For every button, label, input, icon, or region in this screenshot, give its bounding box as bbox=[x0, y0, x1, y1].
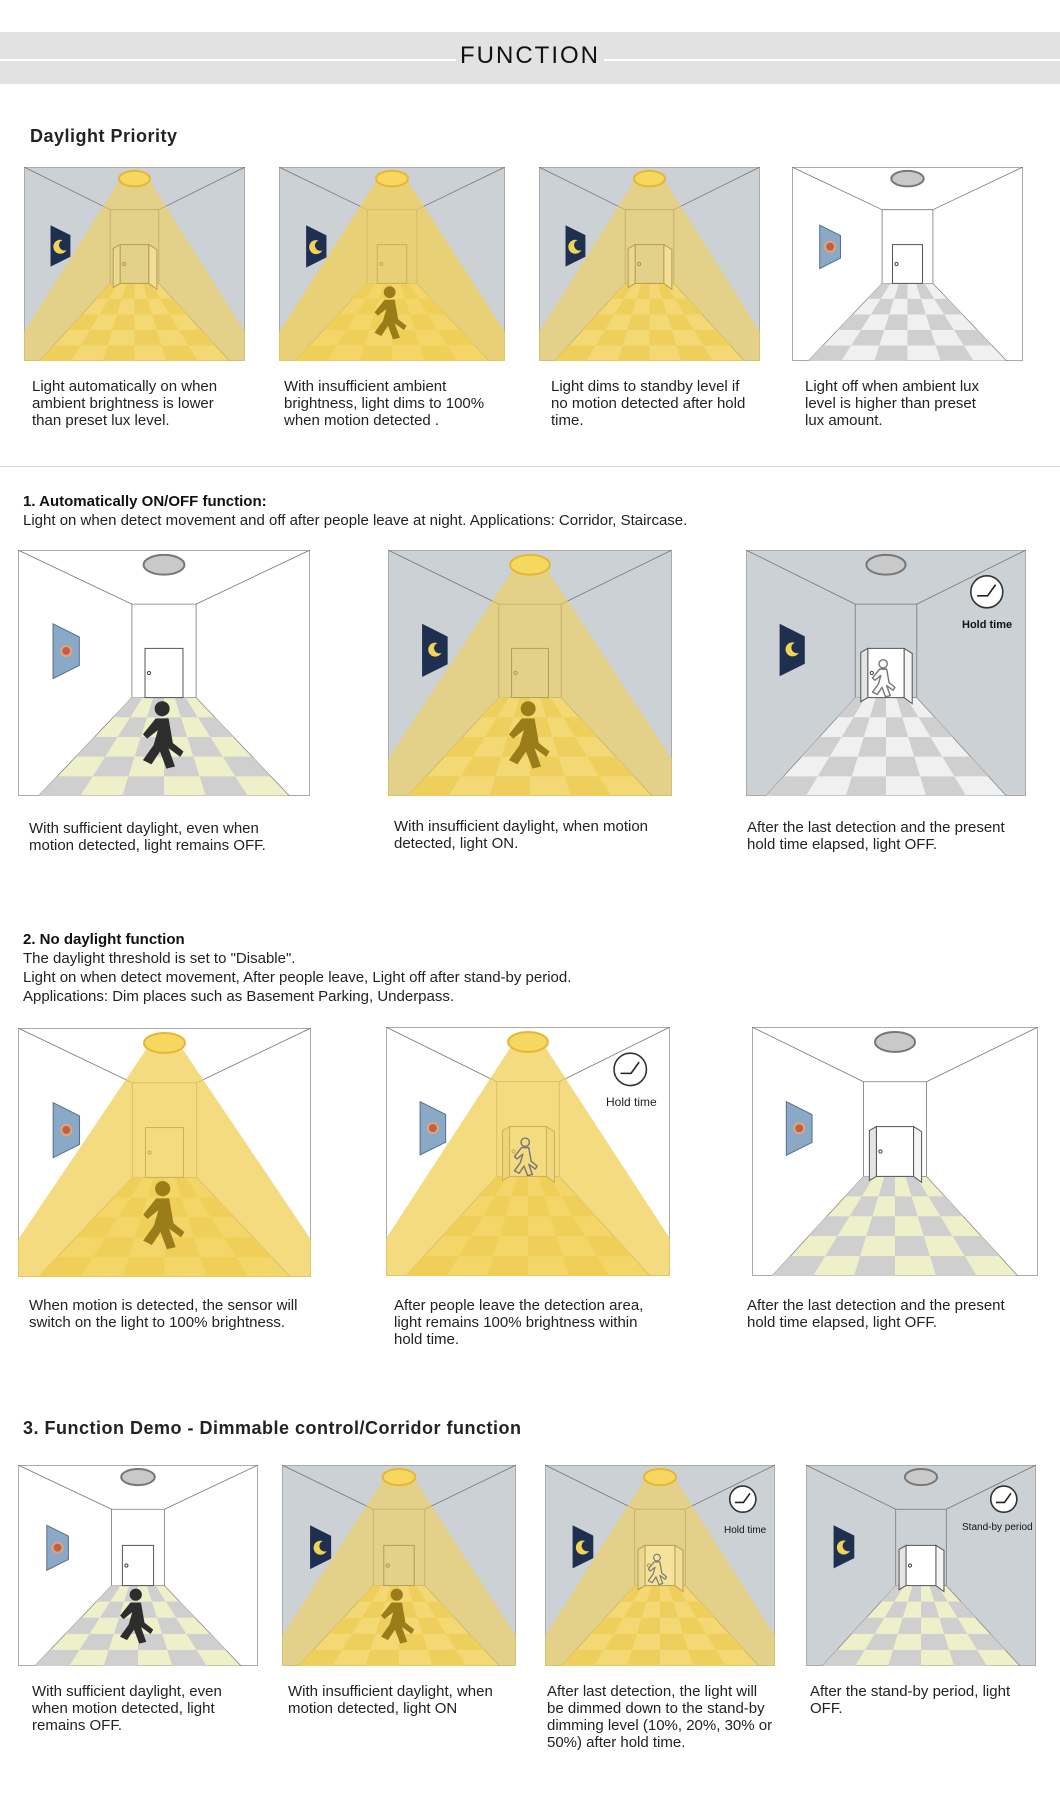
s3-scene-2 bbox=[282, 1465, 516, 1666]
s2-scene-3 bbox=[752, 1027, 1038, 1276]
section-divider bbox=[0, 466, 1060, 467]
dp-caption-2: With insufficient ambient brightness, light dims to 100% when motion detected . bbox=[284, 378, 485, 429]
section2-line-1: The daylight threshold is set to "Disable". bbox=[23, 950, 296, 967]
s3-scene-1 bbox=[18, 1465, 258, 1666]
s1-scene-1 bbox=[18, 550, 310, 796]
ceiling-lamp-on-icon bbox=[383, 1469, 416, 1485]
s3-caption-2: With insufficient daylight, when motion detected, light ON bbox=[288, 1683, 493, 1717]
sensor-eye-icon bbox=[794, 1123, 804, 1133]
ceiling-lamp-on-icon bbox=[508, 1032, 548, 1052]
ceiling-lamp-off-icon bbox=[866, 555, 905, 575]
clock-icon bbox=[991, 1486, 1017, 1512]
section2-line-2: Light on when detect movement, After people leave, Light off after stand-by period. bbox=[23, 969, 572, 986]
dp-scene-1 bbox=[24, 167, 245, 361]
dp-caption-3: Light dims to standby level if no motion detected after hold time. bbox=[551, 378, 746, 429]
dp-scene-2 bbox=[279, 167, 505, 361]
sensor-eye-icon bbox=[428, 1123, 438, 1133]
s1-scene-2 bbox=[388, 550, 672, 796]
clock-icon bbox=[614, 1053, 646, 1085]
ceiling-lamp-off-icon bbox=[875, 1032, 915, 1052]
function-banner bbox=[0, 32, 1060, 84]
s3-hold-time-label: Hold time bbox=[724, 1525, 767, 1536]
section1-desc: Light on when detect movement and off after people leave at night. Applications: Corridor, Staircase. bbox=[23, 512, 688, 529]
sensor-eye-icon bbox=[825, 242, 835, 252]
s1-scene-3 bbox=[746, 550, 1026, 796]
s3-caption-3: After last detection, the light will be dimmed down to the stand-by dimming level (10%, 20%, 30% or 50%) after hold time. bbox=[547, 1683, 773, 1751]
s3-scene-3 bbox=[545, 1465, 775, 1666]
s1-caption-1: With sufficient daylight, even when motion detected, light remains OFF. bbox=[29, 820, 266, 854]
s2-scene-1 bbox=[18, 1028, 311, 1277]
s3-caption-4: After the stand-by period, light OFF. bbox=[810, 1683, 1011, 1717]
dp-caption-4: Light off when ambient lux level is higher than preset lux amount. bbox=[805, 378, 980, 429]
s2-scene-2 bbox=[386, 1027, 670, 1276]
ceiling-lamp-off-icon bbox=[905, 1469, 937, 1485]
ceiling-lamp-off-icon bbox=[891, 171, 923, 187]
s1-hold-time-label: Hold time bbox=[962, 619, 1013, 631]
page-title: FUNCTION bbox=[0, 42, 1060, 70]
s1-caption-2: With insufficient daylight, when motion detected, light ON. bbox=[394, 818, 649, 852]
dp-caption-1: Light automatically on when ambient brightness is lower than preset lux level. bbox=[32, 378, 218, 429]
sensor-eye-icon bbox=[61, 646, 71, 656]
s3-standby-label: Stand-by period bbox=[962, 1522, 1033, 1533]
section2-line-3: Applications: Dim places such as Basement Parking, Underpass. bbox=[23, 988, 455, 1005]
s2-caption-1: When motion is detected, the sensor will switch on the light to 100% brightness. bbox=[29, 1297, 298, 1331]
section2-title: 2. No daylight function bbox=[23, 931, 185, 948]
clock-icon bbox=[730, 1486, 756, 1512]
ceiling-lamp-off-icon bbox=[121, 1469, 155, 1485]
s1-caption-3: After the last detection and the present hold time elapsed, light OFF. bbox=[747, 819, 1005, 853]
s3-scene-4 bbox=[806, 1465, 1036, 1666]
s3-caption-1: With sufficient daylight, even when motion detected, light remains OFF. bbox=[32, 1683, 222, 1734]
section3-title: 3. Function Demo - Dimmable control/Corridor function bbox=[23, 1418, 522, 1438]
ceiling-lamp-on-icon bbox=[644, 1469, 676, 1485]
sensor-eye-icon bbox=[61, 1125, 71, 1135]
dp-scene-4 bbox=[792, 167, 1023, 361]
ceiling-lamp-on-icon bbox=[634, 171, 665, 187]
ceiling-lamp-on-icon bbox=[119, 171, 150, 187]
s2-caption-2: After people leave the detection area, light remains 100% brightness within hold time. bbox=[394, 1297, 644, 1348]
daylight-priority-title: Daylight Priority bbox=[30, 126, 178, 146]
s2-caption-3: After the last detection and the present hold time elapsed, light OFF. bbox=[747, 1297, 1005, 1331]
section1-title: 1. Automatically ON/OFF function: bbox=[23, 493, 267, 510]
sensor-eye-icon bbox=[53, 1543, 63, 1553]
ceiling-lamp-off-icon bbox=[144, 555, 185, 575]
clock-icon bbox=[971, 576, 1003, 608]
ceiling-lamp-on-icon bbox=[510, 555, 550, 575]
ceiling-lamp-on-icon bbox=[376, 171, 408, 187]
s2-hold-time-label: Hold time bbox=[606, 1095, 657, 1109]
door bbox=[906, 1545, 936, 1585]
ceiling-lamp-on-icon bbox=[144, 1033, 185, 1053]
dp-scene-3 bbox=[539, 167, 760, 361]
